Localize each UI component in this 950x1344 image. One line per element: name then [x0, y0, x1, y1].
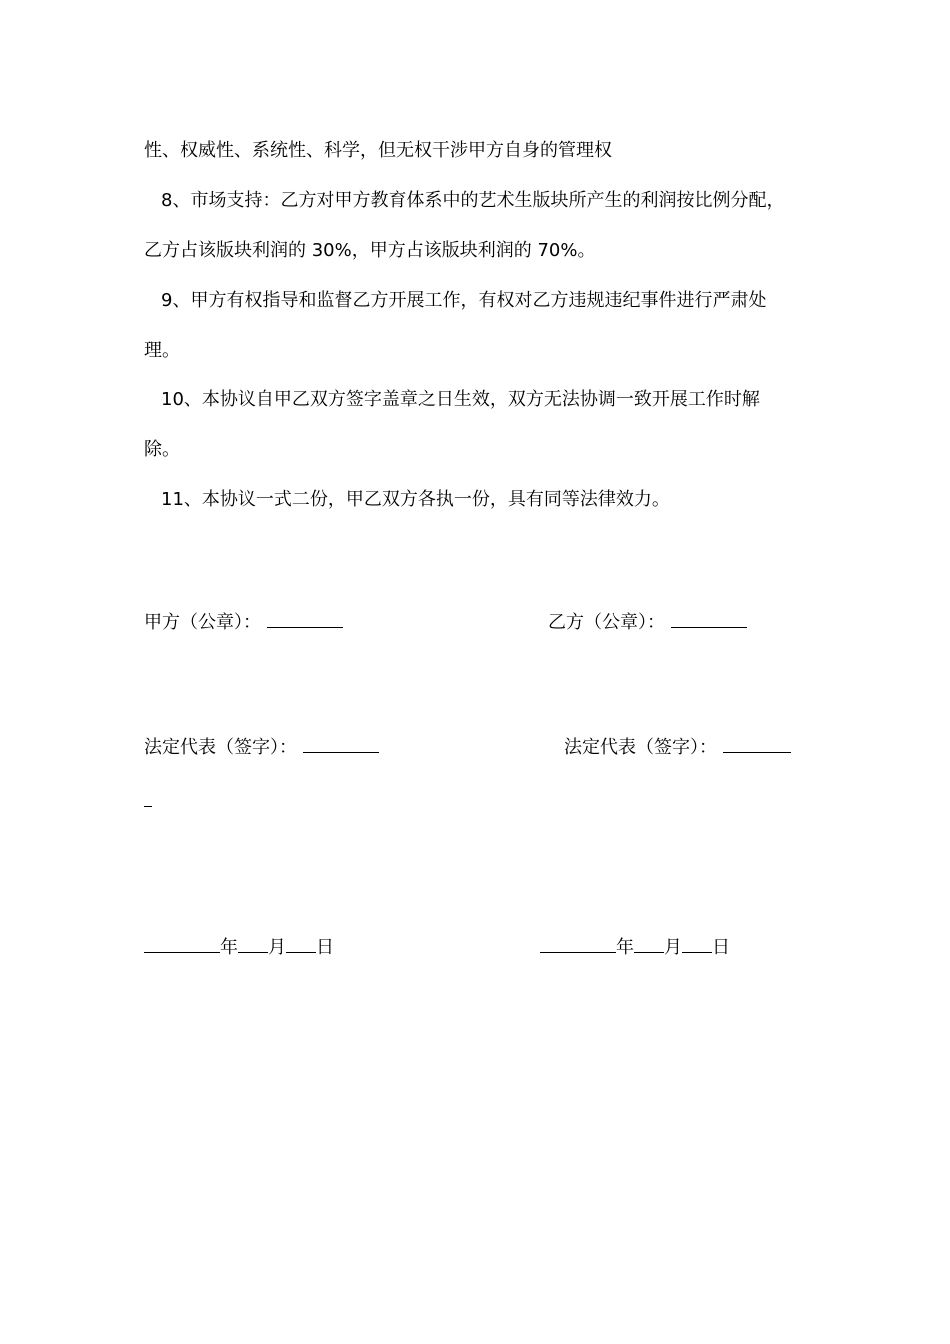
clause-8-line-2: 乙方占该版块利润的 30%，甲方占该版块利润的 70%。	[144, 240, 596, 261]
party-b-seal-blank	[671, 611, 747, 628]
clause-9-line-2: 理。	[144, 340, 180, 361]
party-a-rep-blank	[303, 736, 379, 753]
party-a-date-block	[144, 936, 334, 960]
party-b-date-block	[540, 936, 730, 960]
clause-7-continuation: 性、权威性、系统性、科学，但无权干涉甲方自身的管理权	[144, 140, 612, 161]
party-b-seal-block	[548, 611, 747, 635]
party-a-month-label: 月	[268, 937, 286, 958]
party-a-year-label: 年	[220, 937, 238, 958]
party-b-month-label: 月	[664, 937, 682, 958]
party-b-rep-block	[564, 736, 791, 760]
clause-10-line-1: 10、本协议自甲乙双方签字盖章之日生效，双方无法协调一致开展工作时解	[161, 389, 760, 410]
party-a-month-blank	[238, 936, 268, 953]
party-a-rep-block	[144, 736, 379, 760]
party-a-day-blank	[286, 936, 316, 953]
party-b-year-label: 年	[616, 937, 634, 958]
party-b-seal-label: 乙方（公章）：	[548, 612, 665, 633]
party-b-year-blank	[540, 936, 616, 953]
clause-9-line-1: 9、甲方有权指导和监督乙方开展工作，有权对乙方违规违纪事件进行严肃处	[161, 290, 767, 311]
party-a-rep-label: 法定代表（签字）：	[144, 737, 297, 758]
party-b-month-blank	[634, 936, 664, 953]
wrapped-underline-fragment	[144, 806, 152, 807]
party-b-rep-blank	[723, 736, 791, 753]
party-b-day-blank	[682, 936, 712, 953]
clause-8-line-1: 8、市场支持：乙方对甲方教育体系中的艺术生版块所产生的利润按比例分配，	[161, 190, 785, 211]
party-a-seal-block	[144, 611, 343, 635]
party-a-day-label: 日	[316, 937, 334, 958]
party-a-year-blank	[144, 936, 220, 953]
party-a-seal-label: 甲方（公章）：	[144, 612, 261, 633]
party-a-seal-blank	[267, 611, 343, 628]
party-b-day-label: 日	[712, 937, 730, 958]
clause-10-line-2: 除。	[144, 439, 180, 460]
party-b-rep-label: 法定代表（签字）：	[564, 737, 717, 758]
clause-11-line-1: 11、本协议一式二份，甲乙双方各执一份，具有同等法律效力。	[161, 489, 670, 510]
